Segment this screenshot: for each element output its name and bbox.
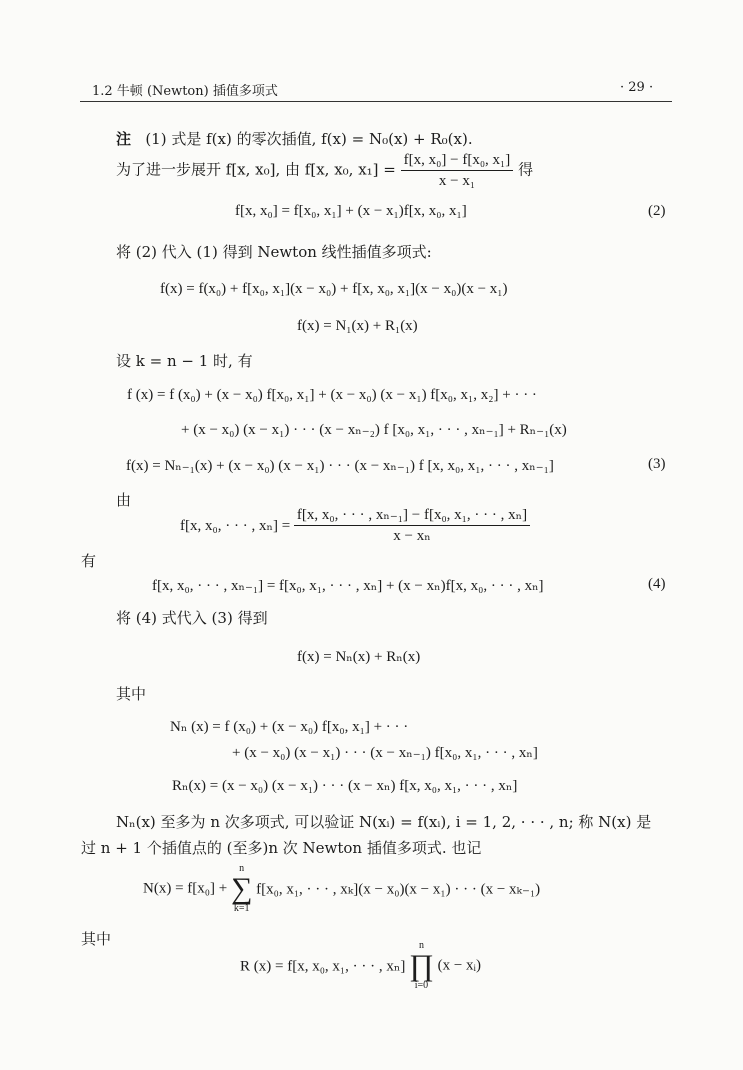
Nn-eq-line-2: + (x − x₀) (x − x₁) · · · (x − xₙ₋₁) f[x₀, x₁, · · · , xₙ]: [232, 745, 538, 761]
where-word-2: 其中: [81, 930, 112, 948]
product: [409, 941, 434, 991]
substitute-4-into-3: 将 (4) 式代入 (3) 得到: [116, 609, 268, 627]
header-rule: [80, 101, 672, 102]
Rx-lhs: R (x) = f[x, x₀, x₁, · · · , xₙ]: [240, 958, 406, 975]
Rx-rhs: (x − xᵢ): [437, 957, 481, 974]
newton-linear-eq-2: f(x) = N₁(x) + R₁(x): [297, 318, 418, 334]
Nx-lhs: N(x) = f[x₀] +: [143, 880, 228, 897]
where-word-1: 其中: [116, 685, 147, 703]
Nn-eq-line-1: Nₙ (x) = f (x₀) + (x − x₀) f[x₀, x₁] + · · ·: [170, 719, 409, 735]
prod-symbol: ∏: [409, 949, 434, 982]
expand-frac-denominator: x − x₁: [438, 173, 476, 189]
have-word: 有: [81, 552, 97, 570]
paragraph-line-2: 过 n + 1 个插值点的 (至多)n 次 Newton 插值多项式. 也记: [81, 839, 482, 857]
equation-3: f(x) = Nₙ₋₁(x) + (x − x₀) (x − x₁) · · · (x − xₙ₋₁) f [x, x₀, x₁, · · · , xₙ₋₁]: [126, 458, 554, 474]
expand-fraction: [401, 150, 514, 191]
sum-symbol: ∑: [230, 872, 253, 905]
prod-lower-limit: i=0: [414, 980, 429, 991]
Nx-sum-eq: [143, 864, 540, 914]
equation-2-number: (2): [648, 203, 666, 219]
dd-fraction: [294, 505, 530, 546]
equation-4: f[x, x₀, · · · , xₙ₋₁] = f[x₀, x₁, · · · , xₙ] + (x − xₙ)f[x, x₀, · · · , xₙ]: [152, 578, 544, 594]
general-eq-line-2: + (x − x₀) (x − x₁) · · · (x − xₙ₋₂) f [x₀, x₁, · · · , xₙ₋₁] + Rₙ₋₁(x): [181, 422, 567, 438]
substitute-2-into-1: 将 (2) 代入 (1) 得到 Newton 线性插值多项式:: [116, 243, 432, 261]
general-eq-line-1: f (x) = f (x₀) + (x − x₀) f[x₀, x₁] + (x − x₀) (x − x₁) f[x₀, x₁, x₂] + · · ·: [127, 387, 537, 403]
expand-prefix: 为了进一步展开 f[x, x₀], 由 f[x, x₀, x₁] =: [116, 160, 396, 179]
note-text: (1) 式是 f(x) 的零次插值, f(x) = N₀(x) + R₀(x).: [145, 130, 473, 148]
expand-frac-numerator: f[x, x₀] − f[x₀, x₁]: [401, 150, 514, 171]
f-equals-Nn-Rn: f(x) = Nₙ(x) + Rₙ(x): [297, 649, 421, 665]
paragraph-line-1: Nₙ(x) 至多为 n 次多项式, 可以验证 N(xᵢ) = f(xᵢ), i = 1, 2, · · · , n; 称 N(x) 是: [116, 813, 652, 831]
expand-suffix: 得: [518, 160, 534, 179]
sum-upper-limit: n: [239, 863, 245, 874]
Rx-prod-eq: [240, 941, 481, 991]
Nx-rhs: f[x₀, x₁, · · · , xₖ](x − x₀)(x − x₁) · · · (x − xₖ₋₁): [256, 881, 541, 898]
divided-difference-eq: [180, 505, 530, 546]
dd-denominator: x − xₙ: [393, 528, 431, 544]
equation-2: f[x, x₀] = f[x₀, x₁] + (x − x₁)f[x, x₀, x₁]: [235, 203, 467, 219]
expand-line: [116, 150, 533, 191]
Rn-eq: Rₙ(x) = (x − x₀) (x − x₁) · · · (x − xₙ) f[x, x₀, x₁, · · · , xₙ]: [172, 778, 518, 794]
you-word: 由: [116, 491, 132, 509]
equation-4-number: (4): [648, 576, 666, 592]
note-line: [116, 128, 473, 149]
running-header-section: 1.2 牛顿 (Newton) 插值多项式: [92, 84, 278, 99]
dd-lhs: f[x, x₀, · · · , xₙ] =: [180, 518, 291, 534]
newton-linear-eq-1: f(x) = f(x₀) + f[x₀, x₁](x − x₀) + f[x, x₀, x₁](x − x₀)(x − x₁): [160, 281, 508, 297]
dd-numerator: f[x, x₀, · · · , xₙ₋₁] − f[x₀, x₁, · · · , xₙ]: [294, 505, 530, 526]
equation-3-number: (3): [648, 456, 666, 472]
sum-lower-limit: k=1: [233, 903, 250, 914]
page-number: · 29 ·: [620, 80, 654, 95]
set-k-line: 设 k = n − 1 时, 有: [116, 352, 253, 370]
prod-upper-limit: n: [418, 940, 424, 951]
summation: [231, 864, 252, 914]
note-label: 注: [116, 130, 132, 148]
